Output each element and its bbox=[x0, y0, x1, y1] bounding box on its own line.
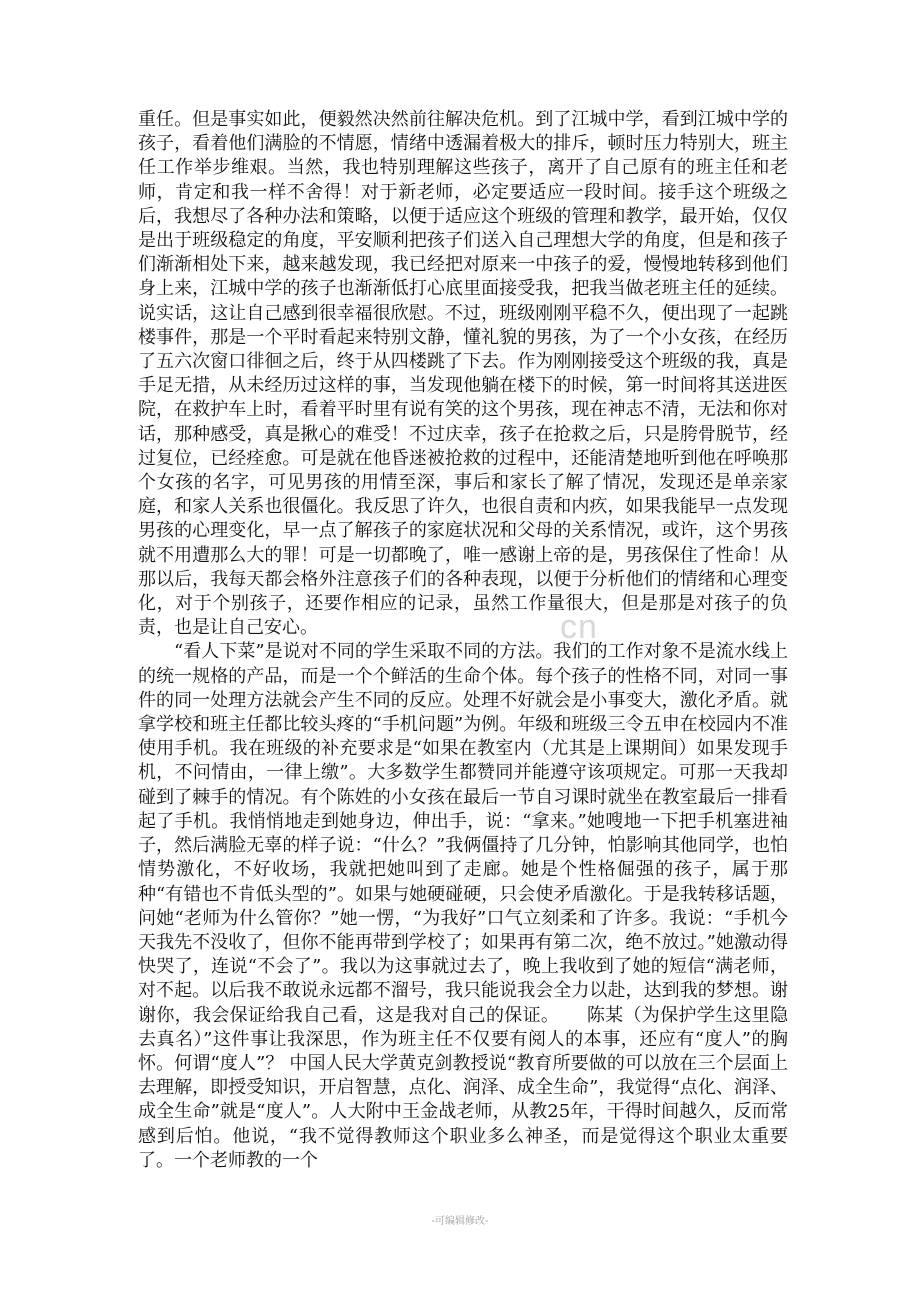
watermark: cn bbox=[560, 608, 598, 646]
paragraph-2: “看人下菜”是说对不同的学生采取不同的方法。我们的工作对象不是流水线上的统一规格的产品，而是一个个鲜活的生命个体。每个孩子的性格不同，对同一事件的同一处理方法就会产生不同的反应。处理不好就会是小事变大，激化矛盾。就拿学校和班主任都比较头疼的“手机问题”为例。年级和班级三令五申在校园内不准使用手机。我在班级的补充要求是“如果在教室内（尤其是上课期间）如果发现手机，不问情由，一律上缴”。大多数学生都赞同并能遵守该项规定。可那一天我却碰到了棘手的情况。有个陈姓的小女孩在最后一节自习课时就坐在教室最后一排看起了手机。我悄悄地走到她身边，伸出手，说：“拿来。”她嗖地一下把手机塞进袖子，然后满脸无辜的样子说：“什么？”我俩僵持了几分钟，怕影响其他同学，也怕情势激化，不好收场，我就把她叫到了走廊。她是个性格倔强的孩子，属于那种“有错也不肯低头型的”。如果与她硬碰硬，只会使矛盾激化。于是我转移话题，问她“老师为什么管你？”她一愣，“为我好”口气立刻柔和了许多。我说：“手机今天我先不没收了，但你不能再带到学校了；如果再有第二次，绝不放过。”她激动得快哭了，连说“不会了”。我以为这事就过去了，晚上我收到了她的短信“满老师，对不起。以后我不敢说永远都不溜号，我只能说我会全力以赴，达到我的梦想。谢谢你，我会保证给我自己看，这是我对自己的保证。 陈某（为保护学生这里隐去真名）”这件事让我深思，作为班主任不仅要有阅人的本事，还应有“度人”的胸怀。何谓“度人”？ 中国人民大学黄克剑教授说“教育所要做的可以放在三个层面上去理解，即授受知识，开启智慧，点化、润泽、成全生命”，我觉得“点化、润泽、成全生命”就是“度人”。人大附中王金战老师，从教25年，干得时间越久，反而常感到后怕。他说，“我不觉得教师这个职业多么神圣，而是觉得这个职业太重要了。一个老师教的一个 bbox=[138, 641, 788, 1171]
page-footer: -可编辑修改- bbox=[431, 1216, 489, 1227]
paragraph-1: 重任。但是事实如此，便毅然决然前往解决危机。到了江城中学，看到江城中学的孩子，看着他们满脸的不情愿，情绪中透漏着极大的排斥，顿时压力特别大，班主任工作举步维艰。当然，我也特别理解这些孩子，离开了自己原有的班主任和老师，肯定和我一样不舍得！对于新老师，必定要适应一段时间。接手这个班级之后，我想尽了各种办法和策略，以便于适应这个班级的管理和教学，最开始，仅仅是出于班级稳定的角度，平安顺利把孩子们送入自己理想大学的角度，但是和孩子们渐渐相处下来，越来越发现，我已经把对原来一中孩子的爱，慢慢地转移到他们身上来，江城中学的孩子也渐渐低打心底里面接受我，把我当做老班主任的延续。说实话，这让自己感到很幸福很欣慰。不过，班级刚刚平稳不久，便出现了一起跳楼事件，那是一个平时看起来特别文静，懂礼貌的男孩，为了一个小女孩，在经历了五六次窗口徘徊之后，终于从四楼跳了下去。作为刚刚接受这个班级的我，真是手足无措，从未经历过这样的事，当发现他躺在楼下的时候，第一时间将其送进医院，在救护车上时，看着平时里有说有笑的这个男孩，现在神志不清，无法和你对话，那种感受，真是揪心的难受！不过庆幸，孩子在抢救之后，只是胯骨脱节，经过复位，已经痊愈。可是就在他昏迷被抢救的过程中，还能清楚地听到他在呼唤那个女孩的名字，可见男孩的用情至深，事后和家长了解了情况，发现还是单亲家庭，和家人关系也很僵化。我反思了许久，也很自责和内疚，如果我能早一点发现男孩的心理变化，早一点了解孩子的家庭状况和父母的关系情况，或许，这个男孩就不用遭那么大的罪！可是一切都晚了，唯一感谢上帝的是，男孩保住了性命！从那以后，我每天都会格外注意孩子们的各种表现，以便于分析他们的情绪和心理变化，对于个别孩子，还要作相应的记录，虽然工作量很大，但是那是对孩子的负责，也是让自己安心。 bbox=[138, 109, 788, 639]
body-text bbox=[138, 108, 788, 1173]
